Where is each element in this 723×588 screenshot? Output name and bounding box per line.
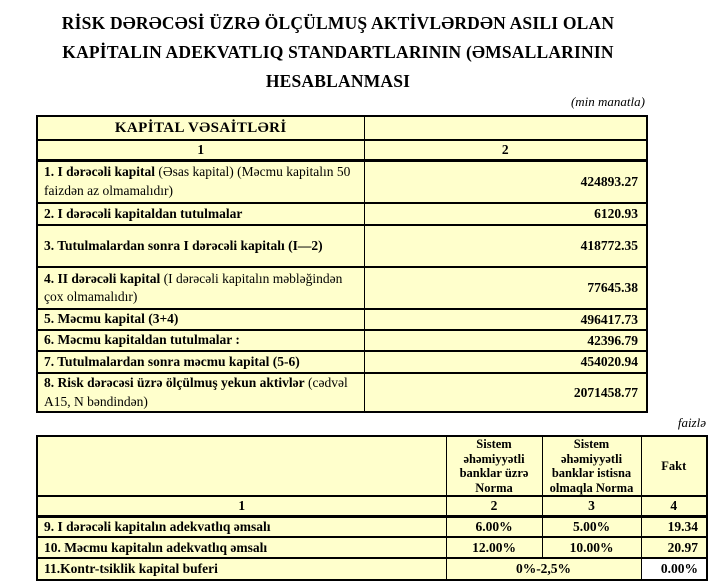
capital-table-empty-header-cell	[364, 116, 647, 140]
ratios-table-column-number-row	[37, 496, 707, 516]
row-label-bold: 3. Tutulmalardan sonra I dərəcəli kapitalı (I—2)	[44, 237, 323, 253]
capital-funds-table	[36, 115, 648, 413]
table-row	[37, 558, 707, 580]
capital-table-column-number-row	[37, 140, 647, 160]
column-number-1: 1	[37, 140, 364, 160]
table-row	[37, 537, 707, 558]
fakt-value: 0.00%	[641, 558, 707, 580]
row-value: 418772.35	[364, 225, 647, 267]
fakt-value: 20.97	[641, 537, 707, 558]
table-row	[37, 225, 647, 267]
title-line-1: RİSK DƏRƏCƏSİ ÜZRƏ ÖLÇÜLMUŞ AKTİVLƏRDƏN ASILI OLAN	[61, 13, 615, 33]
row-label-bold: 8. Risk dərəcəsi üzrə ölçülmuş yekun aktivlər	[44, 375, 305, 390]
row-label-bold: 1. I dərəcəli kapital	[44, 164, 155, 180]
header-norma-systemic: Sistem əhəmiyyətli banklar üzrə Norma	[446, 436, 542, 496]
row-value: 424893.27	[364, 160, 647, 203]
row-value: 6120.93	[364, 203, 647, 225]
row-value: 77645.38	[364, 267, 647, 309]
row-label: 10. Məcmu kapitalın adekvatlıq əmsalı	[37, 537, 446, 558]
table-row	[37, 373, 647, 412]
column-number-1: 1	[37, 496, 446, 516]
header-empty-cell	[37, 436, 446, 496]
table-row	[37, 330, 647, 351]
header-fakt: Fakt	[641, 436, 707, 496]
column-number-4: 4	[641, 496, 707, 516]
row-label: 9. I dərəcəli kapitalın adekvatlıq əmsalı	[37, 516, 446, 537]
table-row	[37, 351, 647, 373]
table-row	[37, 516, 707, 537]
row-label: 11.Kontr-tsiklik kapital buferi	[37, 558, 446, 580]
row-label-bold: 7. Tutulmalardan sonra məcmu kapital (5-6)	[44, 353, 300, 369]
table-row	[37, 267, 647, 309]
row-label	[37, 351, 364, 373]
row-label-rest: (I dərəcəli kapitalın məbləğindən çox olmamalıdır)	[44, 270, 343, 304]
norma-systemic-value: 6.00%	[446, 516, 542, 537]
row-label-bold: 5. Məcmu kapital (3+4)	[44, 311, 179, 327]
row-label-rest: (Əsas kapital) (Məcmu kapitalın 50 faizdən az olmamalıdır)	[44, 164, 351, 198]
row-label-bold: 4. II dərəcəli kapital	[44, 270, 161, 286]
column-number-2: 2	[446, 496, 542, 516]
row-label	[37, 160, 364, 203]
title-line-2: KAPİTALIN ADEKVATLIQ STANDARTLARININ (ƏMSALLARININ	[62, 42, 614, 62]
row-label-bold: 6. Məcmu kapitaldan tutulmalar :	[44, 332, 240, 348]
row-label	[37, 330, 364, 351]
header-norma-non-systemic: Sistem əhəmiyyətli banklar istisna olmaqla Norma	[542, 436, 641, 496]
row-label-bold: 2. I dərəcəli kapitaldan tutulmalar	[44, 205, 243, 221]
unit-note-faizle: faizlə	[677, 415, 706, 430]
document-title	[2, 9, 674, 96]
norma-non-systemic-value: 10.00%	[542, 537, 641, 558]
capital-table-header-row	[37, 116, 647, 140]
unit-note-min-manatla: (min manatla)	[570, 94, 645, 109]
row-label-rest: (cədvəl A15, N bəndindən)	[44, 375, 348, 409]
norma-non-systemic-value: 5.00%	[542, 516, 641, 537]
row-value: 454020.94	[364, 351, 647, 373]
row-label	[37, 309, 364, 330]
norma-merged-value: 0%-2,5%	[446, 558, 641, 580]
row-value: 496417.73	[364, 309, 647, 330]
row-value: 42396.79	[364, 330, 647, 351]
norma-systemic-value: 12.00%	[446, 537, 542, 558]
table-row	[37, 203, 647, 225]
column-number-2: 2	[364, 140, 647, 160]
ratios-table-header-row	[37, 436, 707, 496]
table-row	[37, 160, 647, 203]
adequacy-ratios-table	[36, 435, 708, 581]
row-value: 2071458.77	[364, 373, 647, 412]
table-row	[37, 309, 647, 330]
title-line-3: HESABLANMASI	[265, 71, 411, 91]
row-label	[37, 203, 364, 225]
row-label	[37, 267, 364, 309]
fakt-value: 19.34	[641, 516, 707, 537]
row-label	[37, 373, 364, 412]
row-label	[37, 225, 364, 267]
capital-table-title-cell: KAPİTAL VƏSAİTLƏRİ	[37, 116, 364, 140]
column-number-3: 3	[542, 496, 641, 516]
